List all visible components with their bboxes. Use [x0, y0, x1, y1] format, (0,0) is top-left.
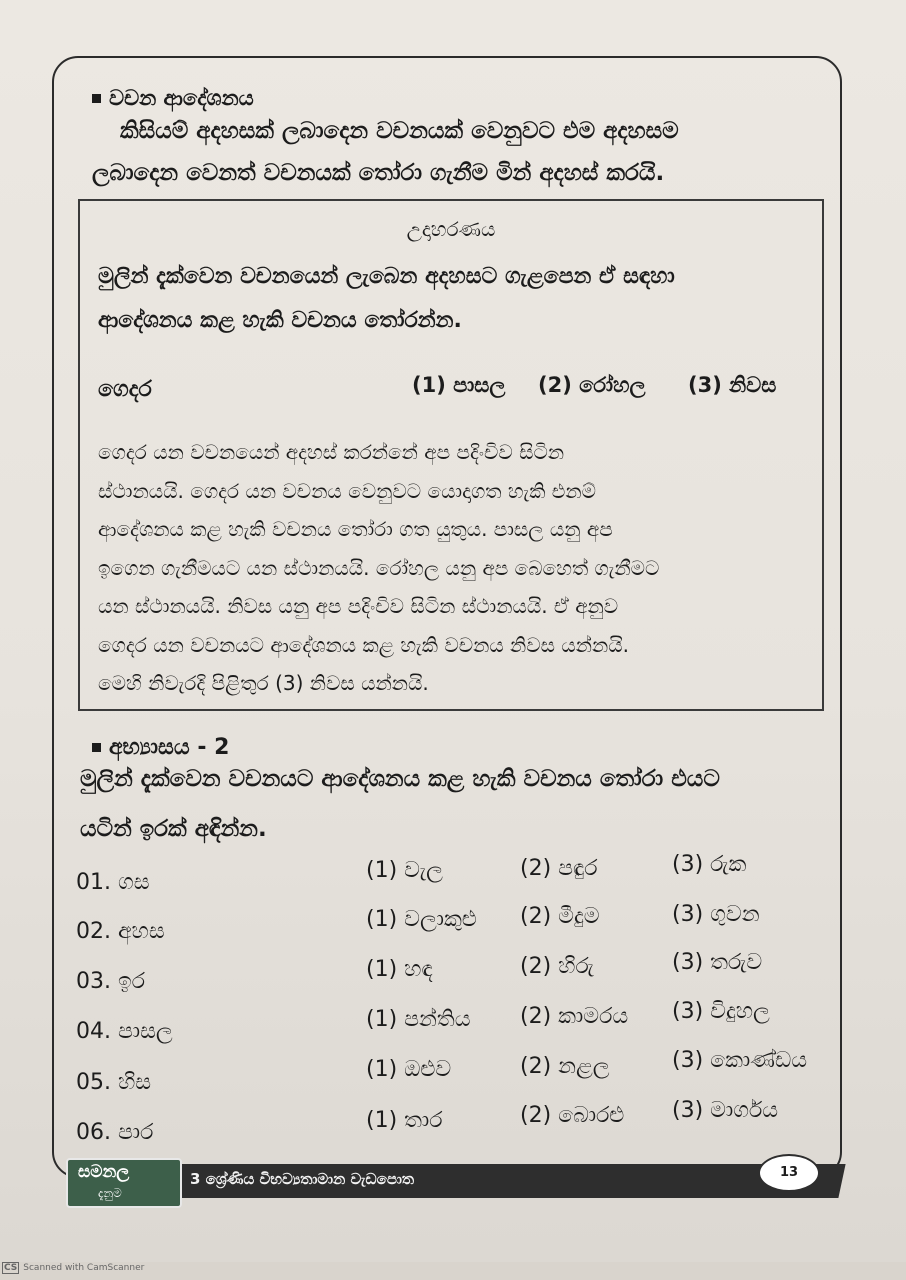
- example-explanation: [98, 433, 804, 703]
- exercise-option[interactable]: (2) කාමරය: [520, 1004, 629, 1029]
- definition-line-2: ලබාදෙන වෙනත් වචනයක් තෝරා ගැනීම මින් අදහස් කරයි.: [92, 160, 665, 186]
- exercise-option[interactable]: (1) වැල: [366, 858, 443, 883]
- exercise-option[interactable]: (2) හිරු: [520, 954, 594, 979]
- exercise-option[interactable]: (1) ඔළුව: [366, 1057, 452, 1082]
- exercise-word: 04. පාසල: [76, 1019, 173, 1044]
- exercise-option[interactable]: (2) පඳුර: [520, 856, 598, 881]
- logo-sub-text: දැනුම: [98, 1186, 122, 1200]
- scanner-watermark: [2, 1262, 144, 1274]
- exercise-option[interactable]: (3) ගුවන: [672, 902, 760, 927]
- logo-main-text: සමනල: [78, 1162, 130, 1182]
- exercise-option[interactable]: (1) වලාකුළු: [366, 907, 477, 932]
- exercise-word: 02. අහස: [76, 919, 165, 944]
- example-question-line-2: ආදේශනය කළ හැකි වචනය තෝරන්න.: [98, 308, 462, 333]
- section-title: වචන ආදේශනය: [109, 86, 254, 110]
- exercise-word: 06. පාර: [76, 1120, 154, 1145]
- exercise-title: අභ්‍යාසය - 2: [109, 735, 230, 760]
- example-box: [78, 199, 824, 711]
- square-bullet-icon: [92, 94, 101, 103]
- square-bullet-icon: [92, 743, 101, 752]
- explanation-line: ගෙදර යන වචනයට ආදේශනය කළ හැකි වචනය නිවස යන්නයි.: [98, 632, 630, 657]
- example-word: ගෙදර: [98, 377, 152, 402]
- exercise-word: 05. හිස: [76, 1070, 152, 1095]
- exercise-option[interactable]: (1) හඳ: [366, 957, 433, 982]
- book-title: 3 ශ්‍රේණිය විභව්‍යතාමාන වැඩපොත: [190, 1170, 415, 1188]
- definition-line-1: කිසියම් අදහසක් ලබාදෙන වචනයක් වෙනුවට එම අදහසම: [120, 118, 679, 144]
- explanation-line: ගෙදර යන වචනයෙන් අදහස් කරන්නේ අප පදිංචිව සිටින: [98, 440, 565, 464]
- exercise-instruction-line-1: මුලින් දැක්වෙන වචනයට ආදේශනය කළ හැකි වචනය තෝරා එයට: [80, 766, 720, 792]
- example-title: උදාහරණය: [406, 217, 496, 241]
- exercise-option[interactable]: (1) තාර: [366, 1108, 443, 1133]
- publisher-logo: [66, 1158, 182, 1208]
- exercise-instruction-line-2: යටින් ඉරක් අඳින්න.: [80, 816, 267, 842]
- explanation-line: ස්ථානයයි. ගෙදර යන වචනය වෙනුවට යොදාගත හැකි එනම්: [98, 478, 596, 503]
- example-option-2: (2) රෝහල: [538, 373, 646, 397]
- exercise-word: 01. ගස: [76, 870, 150, 895]
- example-option-3: (3) නිවස: [688, 373, 777, 397]
- example-option-1: (1) පාසල: [412, 373, 506, 397]
- example-question-line-1: මුලින් දැක්වෙන වචනයෙන් ලැබෙන අදහසට ගැළපෙන ඒ සඳහා: [98, 264, 675, 289]
- explanation-line: ආදේශනය කළ හැකි වචනය තෝරා ගත යුතුය. පාසල යනු අප: [98, 517, 613, 541]
- example-question: [98, 255, 798, 343]
- exercise-option[interactable]: (3) රුක: [672, 852, 747, 877]
- exercise-option[interactable]: (3) තරුව: [672, 950, 763, 975]
- explanation-line: යන ස්ථානයයි. නිවස යනු අප පදිංචිව සිටින ස්ථානයයි. ඒ අනුව: [98, 594, 619, 618]
- exercise-option[interactable]: (2) නළල: [520, 1054, 610, 1079]
- exercise-option[interactable]: (3) කොණ්ඩය: [672, 1048, 808, 1073]
- explanation-line: ඉගෙන ගැනීමයට යන ස්ථානයයි. රෝහල යනු අප බෙහෙත් ගැනීමට: [98, 555, 660, 580]
- exercise-option[interactable]: (2) මීදුම: [520, 904, 600, 929]
- exercise-option[interactable]: (3) මාර්ගය: [672, 1098, 779, 1123]
- scanner-text: Scanned with CamScanner: [23, 1263, 145, 1273]
- exercise-word: 03. ඉර: [76, 969, 146, 994]
- section-heading: [92, 86, 254, 111]
- page-number: 13: [758, 1154, 820, 1192]
- exercise-option[interactable]: (1) පන්තිය: [366, 1007, 471, 1032]
- camscanner-logo-icon: CS: [4, 1263, 18, 1273]
- footer-bar: [58, 1158, 842, 1204]
- exercise-option[interactable]: (2) බොරළු: [520, 1103, 625, 1128]
- explanation-line: මෙහි නිවැරදි පිළිතුර (3) නිවස යන්නයි.: [98, 671, 429, 695]
- exercise-option[interactable]: (3) විදුහල: [672, 999, 770, 1024]
- exercise-heading: [92, 735, 229, 760]
